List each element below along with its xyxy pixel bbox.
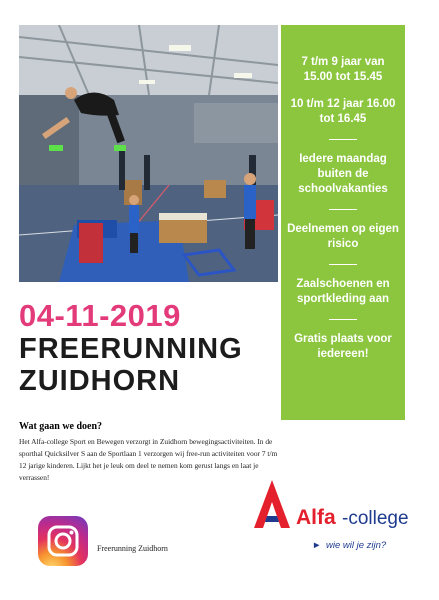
panel-separator (329, 264, 357, 265)
panel-item-age-10-12: 10 t/m 12 jaar 16.00 tot 16.45 (290, 98, 396, 125)
panel-separator (329, 139, 357, 140)
event-date: 04-11-2019 (19, 298, 181, 333)
panel-item-age-7-9: 7 t/m 9 jaar van 15.00 tot 15.45 (301, 56, 385, 83)
section-heading: Wat gaan we doen? (19, 421, 103, 432)
event-title (19, 333, 243, 397)
logo-tagline: wie wil je zijn? (326, 540, 387, 551)
info-panel (281, 25, 405, 420)
event-title-line2: ZUIDHORN (19, 365, 181, 397)
instagram-icon[interactable] (38, 516, 88, 566)
gym-photo (19, 25, 278, 282)
panel-item-risk: Deelnemen op eigen risico (287, 223, 399, 250)
panel-separator (329, 209, 357, 210)
description-text: Het Alfa-college Sport en Bewegen verzorgt in Zuidhorn bewegingsactiviteiten. In de sporthal Quicksilver S aan de Sportlaan 1 verzorgen wij free-run activiteiten voor 7 t/m 12 jarige kinderen. Lijkt het je leuk om deel te nemen kom gerust langs en laat je verrassen! (19, 437, 278, 482)
instagram-account-label[interactable]: Freerunning Zuidhorn (97, 544, 168, 553)
logo-arrow-icon: ► (312, 540, 322, 551)
alfa-college-logo (250, 478, 420, 560)
logo-brand-text: Alfa (296, 506, 336, 529)
panel-separator (329, 319, 357, 320)
logo-suffix-text: -college (342, 508, 409, 529)
panel-item-clothing: Zaalschoenen en sportkleding aan (296, 278, 390, 305)
event-title-line1: FREERUNNING (19, 333, 243, 365)
panel-item-schedule: Iedere maandag buiten de schoolvakanties (298, 153, 388, 195)
panel-item-free: Gratis plaats voor iedereen! (294, 333, 392, 360)
